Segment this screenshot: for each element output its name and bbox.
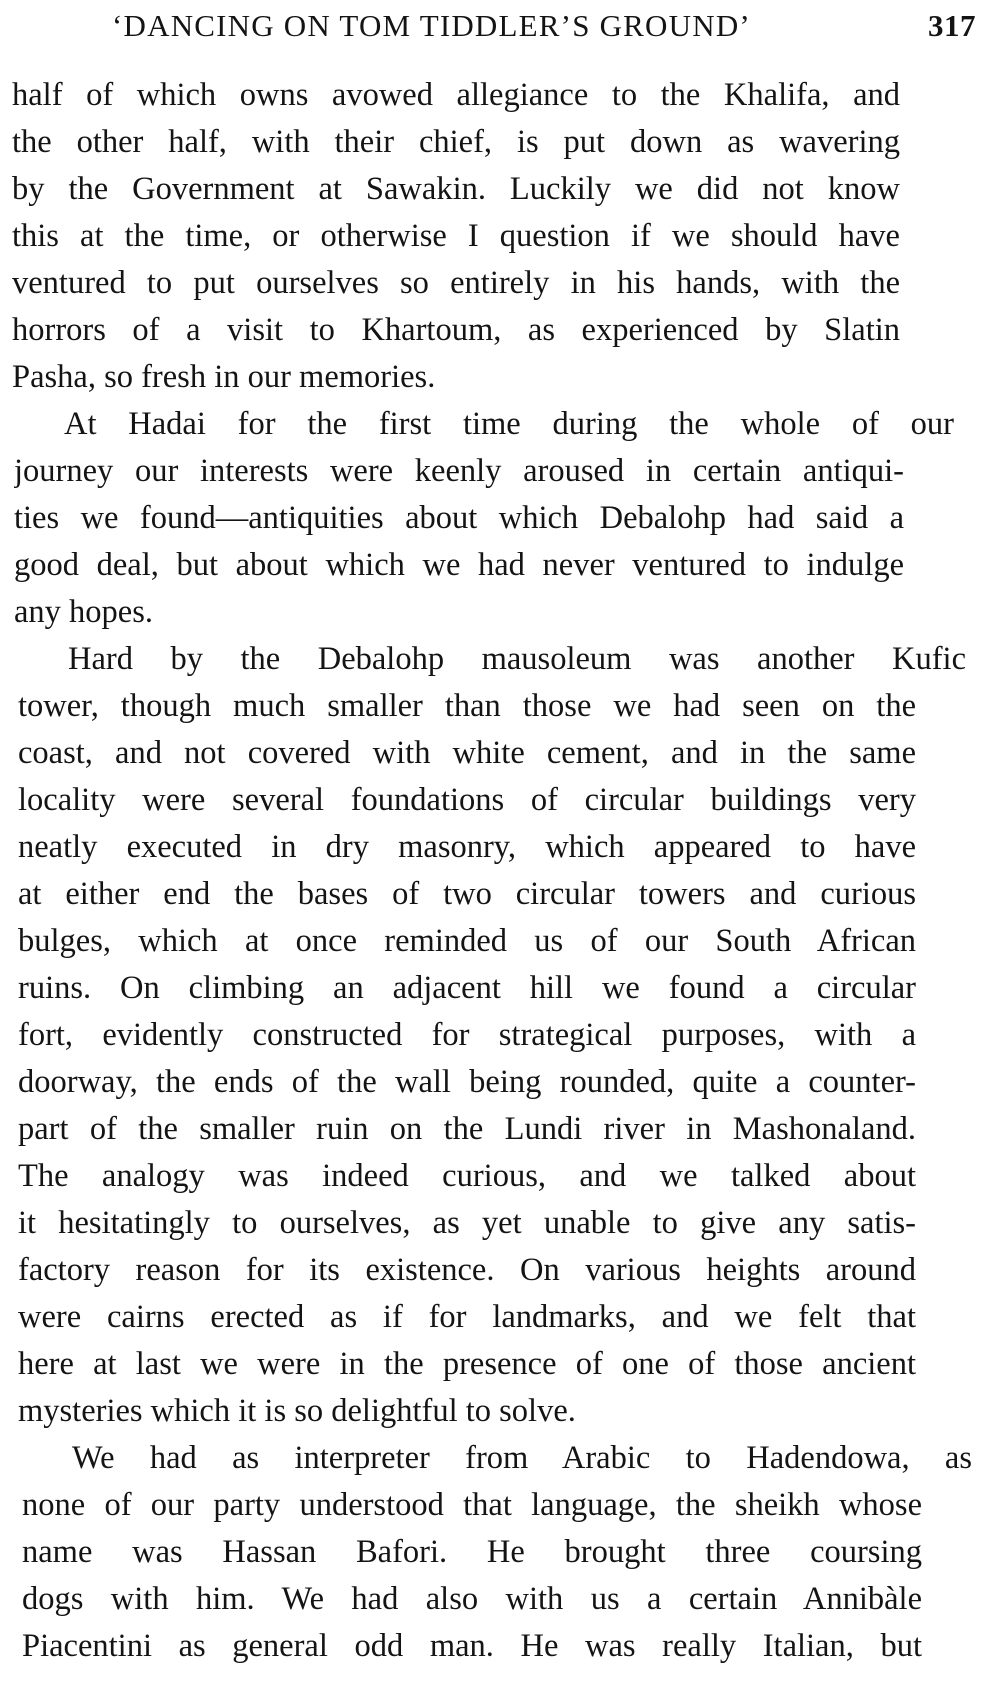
text-line: journey our interests were keenly aroused in certain antiqui- bbox=[14, 453, 904, 489]
text-line: locality were several foundations of circular buildings very bbox=[18, 782, 916, 818]
text-line: mysteries which it is so delightful to solve. bbox=[18, 1393, 576, 1429]
text-line: ventured to put ourselves so entirely in his hands, with the bbox=[12, 265, 900, 301]
chapter-title: ‘DANCING ON TOM TIDDLER’S GROUND’ bbox=[112, 8, 751, 43]
text-line: name was Hassan Bafori. He brought three coursing bbox=[22, 1534, 922, 1570]
text-line: The analogy was indeed curious, and we talked about bbox=[18, 1158, 916, 1194]
text-line: tower, though much smaller than those we had seen on the bbox=[18, 688, 916, 724]
text-line: horrors of a visit to Khartoum, as experienced by Slatin bbox=[12, 312, 900, 348]
paragraph-3 bbox=[18, 636, 966, 1435]
text-line: coast, and not covered with white cement, and in the same bbox=[18, 735, 916, 771]
text-line: part of the smaller ruin on the Lundi river in Mashonaland. bbox=[18, 1111, 916, 1147]
text-line: half of which owns avowed allegiance to the Khalifa, and bbox=[12, 77, 900, 113]
text-line: At Hadai for the first time during the whole of our bbox=[64, 406, 954, 442]
text-line: Pasha, so fresh in our memories. bbox=[12, 359, 436, 395]
text-line: it hesitatingly to ourselves, as yet unable to give any satis- bbox=[18, 1205, 916, 1241]
text-line: factory reason for its existence. On various heights around bbox=[18, 1252, 916, 1288]
text-line: ties we found—antiquities about which Debalohp had said a bbox=[14, 500, 904, 536]
text-line: dogs with him. We had also with us a certain Annibàle bbox=[22, 1581, 922, 1617]
text-line: any hopes. bbox=[14, 594, 153, 630]
body-text bbox=[12, 72, 972, 1670]
text-line: Hard by the Debalohp mausoleum was another Kufic bbox=[68, 641, 966, 677]
text-line: by the Government at Sawakin. Luckily we did not know bbox=[12, 171, 900, 207]
text-line: the other half, with their chief, is put down as wavering bbox=[12, 124, 900, 160]
text-line: bulges, which at once reminded us of our South African bbox=[18, 923, 916, 959]
running-header bbox=[84, 4, 984, 48]
paragraph-1 bbox=[12, 72, 912, 401]
paragraph-4 bbox=[22, 1435, 972, 1670]
page-number: 317 bbox=[928, 8, 976, 43]
text-line: none of our party understood that language, the sheikh whose bbox=[22, 1487, 922, 1523]
text-line: here at last we were in the presence of one of those ancient bbox=[18, 1346, 916, 1382]
text-line: this at the time, or otherwise I question if we should have bbox=[12, 218, 900, 254]
text-line: We had as interpreter from Arabic to Hadendowa, as bbox=[72, 1440, 972, 1476]
text-line: at either end the bases of two circular towers and curious bbox=[18, 876, 916, 912]
text-line: neatly executed in dry masonry, which appeared to have bbox=[18, 829, 916, 865]
text-line: doorway, the ends of the wall being rounded, quite a counter- bbox=[18, 1064, 916, 1100]
text-line: Piacentini as general odd man. He was really Italian, but bbox=[22, 1628, 922, 1664]
text-line: were cairns erected as if for landmarks, and we felt that bbox=[18, 1299, 916, 1335]
text-line: good deal, but about which we had never ventured to indulge bbox=[14, 547, 904, 583]
paragraph-2 bbox=[14, 401, 954, 636]
text-line: ruins. On climbing an adjacent hill we found a circular bbox=[18, 970, 916, 1006]
text-line: fort, evidently constructed for strategical purposes, with a bbox=[18, 1017, 916, 1053]
